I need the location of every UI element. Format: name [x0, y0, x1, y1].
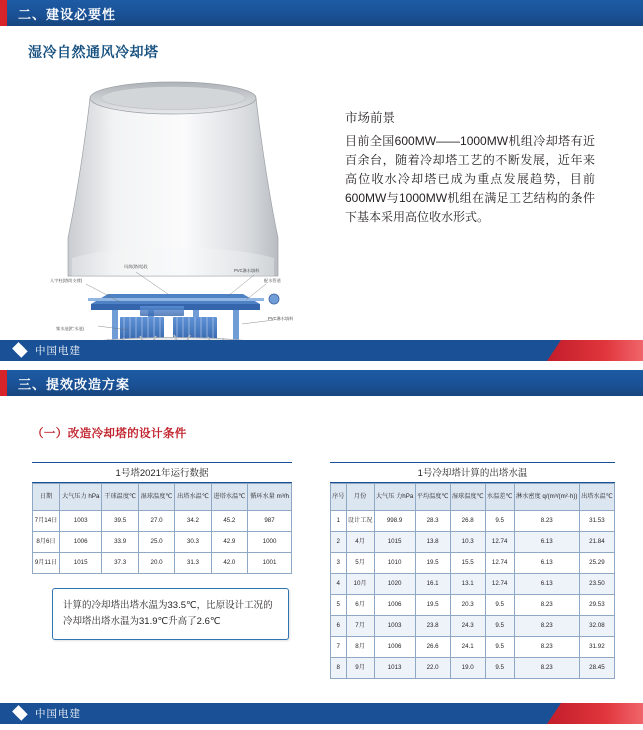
- cell: 24.3: [450, 616, 485, 637]
- table-header-row: [331, 484, 615, 511]
- cell: 1010: [374, 553, 415, 574]
- th-inlet-temp: 进塔水温℃: [211, 484, 247, 511]
- th-index: 序号: [331, 484, 347, 511]
- th-water-flow: 循环水量 m³/h: [248, 484, 292, 511]
- table-row: [33, 511, 292, 532]
- cell: 7月14日: [33, 511, 60, 532]
- table-row: [331, 553, 615, 574]
- table-row: [331, 574, 615, 595]
- cell: 32.08: [579, 616, 614, 637]
- company-logo-icon: [14, 707, 27, 720]
- cell: 10.3: [450, 532, 485, 553]
- cell: 37.3: [102, 553, 138, 574]
- th-pressure: 大气压力 hPa: [59, 484, 101, 511]
- diagram-label-3: 配水管道: [264, 278, 281, 283]
- section-header-text-2: 三、提效改造方案: [18, 376, 131, 392]
- company-logo-icon: [14, 344, 27, 357]
- cell: 1006: [374, 637, 415, 658]
- market-prospect-heading: 市场前景: [345, 111, 396, 125]
- cell: 27.0: [138, 511, 174, 532]
- cell: 13.1: [450, 574, 485, 595]
- calculated-outlet-temp-table: [330, 483, 615, 679]
- cell: 1003: [374, 616, 415, 637]
- operating-data-table-block: [32, 462, 292, 574]
- th-avg-temp: 平均温度℃: [415, 484, 450, 511]
- cell: 3: [331, 553, 347, 574]
- footer-brand-2: 中国电建: [35, 708, 81, 720]
- cell: 39.5: [102, 511, 138, 532]
- slide-footer-2: [0, 703, 643, 724]
- cell: 24.1: [450, 637, 485, 658]
- cell: 12.74: [485, 574, 514, 595]
- cooling-tower-svg: [28, 62, 318, 331]
- table-row: [331, 532, 615, 553]
- cell: 4: [331, 574, 347, 595]
- cell: 31.92: [579, 637, 614, 658]
- cell: 13.8: [415, 532, 450, 553]
- cell: 19.0: [450, 658, 485, 679]
- cell: 9.5: [485, 511, 514, 532]
- cell: 12.74: [485, 553, 514, 574]
- cell: 29.53: [579, 595, 614, 616]
- cell: 设计工况: [346, 511, 374, 532]
- th-temp-diff: 水温差℃: [485, 484, 514, 511]
- cell: 7月: [346, 616, 374, 637]
- left-table-caption: 1号塔2021年运行数据: [32, 462, 292, 483]
- calculated-outlet-temp-table-block: [330, 462, 615, 679]
- th-spray-density: 淋水密度 q/(m³/(m²·h)): [514, 484, 579, 511]
- diagram-label-1: 风筒(塔筒)段: [124, 264, 148, 269]
- diagram-label-0: 人字柱(塔筒支撑): [50, 278, 83, 283]
- cell: 8.23: [514, 595, 579, 616]
- cell: 19.5: [415, 595, 450, 616]
- cell: 28.3: [415, 511, 450, 532]
- cell: 19.5: [415, 553, 450, 574]
- footer-brand-1: 中国电建: [35, 345, 81, 357]
- cooling-tower-illustration: [28, 62, 318, 331]
- table-header-row: [33, 484, 292, 511]
- cell: 21.84: [579, 532, 614, 553]
- slide-separator: [0, 361, 643, 370]
- table-row: [331, 616, 615, 637]
- cell: 1006: [374, 595, 415, 616]
- section-header-bar-2: [0, 370, 643, 396]
- cell: 8月6日: [33, 532, 60, 553]
- cell: 1006: [59, 532, 101, 553]
- table-row: [331, 511, 615, 532]
- th-date: 日期: [33, 484, 60, 511]
- diagram-label-4: PVC淋水填料: [268, 316, 294, 321]
- cell: 8.23: [514, 658, 579, 679]
- cell: 45.2: [211, 511, 247, 532]
- cell: 8.23: [514, 637, 579, 658]
- cell: 28.45: [579, 658, 614, 679]
- diagram-label-6: 集水池(贮水池): [56, 326, 84, 331]
- sub-section-title: （一）改造冷却塔的设计条件: [32, 428, 187, 440]
- cell: 987: [248, 511, 292, 532]
- table-row: [33, 553, 292, 574]
- cell: 15.5: [450, 553, 485, 574]
- cell: 6.13: [514, 532, 579, 553]
- cell: 1001: [248, 553, 292, 574]
- th-outlet-temp: 出塔水温℃: [175, 484, 211, 511]
- cell: 1020: [374, 574, 415, 595]
- cell: 23.50: [579, 574, 614, 595]
- cell: 23.8: [415, 616, 450, 637]
- market-prospect-paragraph: 目前全国600MW——1000MW机组冷却塔有近百余台，随着冷却塔工艺的不断发展，近年来高位收水冷却塔已成为重点发展趋势，目前600MW与1000MW机组在满足工艺结构的条件下基本采用高位收水形式。: [345, 134, 595, 224]
- cell: 1: [331, 511, 347, 532]
- th-month: 月份: [346, 484, 374, 511]
- cell: 9.5: [485, 658, 514, 679]
- cell: 20.3: [450, 595, 485, 616]
- cell: 10月: [346, 574, 374, 595]
- cell: 9.5: [485, 637, 514, 658]
- th-wet-bulb: 湿球温度℃: [450, 484, 485, 511]
- section-header-bar-1: [0, 0, 643, 26]
- cell: 998.9: [374, 511, 415, 532]
- th-pressure: 大气压 力hPa: [374, 484, 415, 511]
- footer-red-accent-1: [547, 340, 643, 361]
- cell: 1000: [248, 532, 292, 553]
- cell: 26.8: [450, 511, 485, 532]
- table-row: [331, 658, 615, 679]
- cell: 8.23: [514, 511, 579, 532]
- cell: 9月: [346, 658, 374, 679]
- cell: 31.53: [579, 511, 614, 532]
- conclusion-note-box: 计算的冷却塔出塔水温为33.5℃，比原设计工况的冷却塔出塔水温为31.9℃升高了2.6℃: [52, 588, 289, 640]
- cell: 6月: [346, 595, 374, 616]
- cell: 6.13: [514, 574, 579, 595]
- cell: 6: [331, 616, 347, 637]
- cell: 5月: [346, 553, 374, 574]
- th-dry-bulb: 干球温度℃: [102, 484, 138, 511]
- right-table-caption: 1号冷却塔计算的出塔水温: [330, 462, 615, 483]
- cell: 4月: [346, 532, 374, 553]
- cell: 42.9: [211, 532, 247, 553]
- cell: 7: [331, 637, 347, 658]
- cell: 34.2: [175, 511, 211, 532]
- slide-footer-1: [0, 340, 643, 361]
- table-row: [331, 595, 615, 616]
- cell: 8: [331, 658, 347, 679]
- cell: 1003: [59, 511, 101, 532]
- section-header-text-1: 二、建设必要性: [18, 6, 117, 22]
- footer-red-accent-2: [547, 703, 643, 724]
- cell: 1015: [374, 532, 415, 553]
- slide-title: 湿冷自然通风冷却塔: [28, 44, 159, 60]
- cell: 25.29: [579, 553, 614, 574]
- cell: 20.0: [138, 553, 174, 574]
- cell: 9月11日: [33, 553, 60, 574]
- cell: 42.0: [211, 553, 247, 574]
- diagram-label-2: PVC淋水填料: [234, 268, 260, 273]
- cell: 8月: [346, 637, 374, 658]
- cell: 1015: [59, 553, 101, 574]
- th-wet-bulb: 湿球温度℃: [138, 484, 174, 511]
- cell: 1013: [374, 658, 415, 679]
- cell: 22.0: [415, 658, 450, 679]
- table-row: [33, 532, 292, 553]
- cell: 31.3: [175, 553, 211, 574]
- cell: 6.13: [514, 553, 579, 574]
- cell: 9.5: [485, 616, 514, 637]
- table-row: [331, 637, 615, 658]
- th-outlet-temp: 出塔水温℃: [579, 484, 614, 511]
- operating-data-table: [32, 483, 292, 574]
- cell: 8.23: [514, 616, 579, 637]
- cell: 5: [331, 595, 347, 616]
- cell: 33.9: [102, 532, 138, 553]
- cell: 9.5: [485, 595, 514, 616]
- cell: 26.6: [415, 637, 450, 658]
- cell: 25.0: [138, 532, 174, 553]
- cell: 16.1: [415, 574, 450, 595]
- cell: 30.3: [175, 532, 211, 553]
- cell: 12.74: [485, 532, 514, 553]
- cell: 2: [331, 532, 347, 553]
